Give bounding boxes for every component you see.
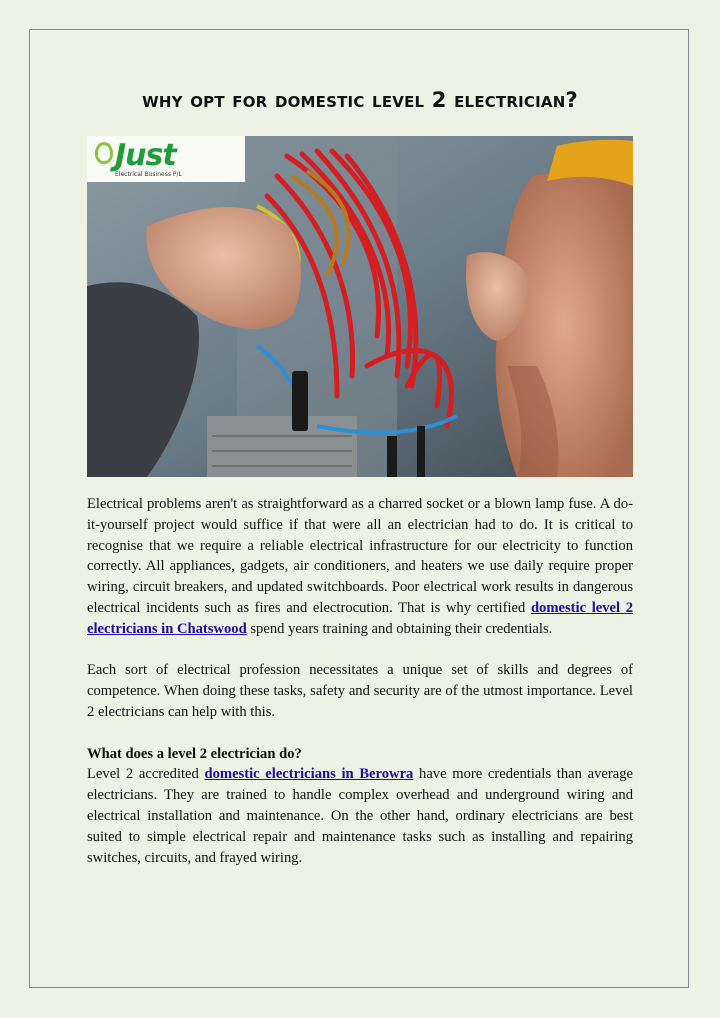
logo-tagline: Electrical Business P/L xyxy=(115,171,182,178)
section-text: Level 2 accredited xyxy=(87,766,205,783)
hero-image xyxy=(87,136,633,477)
section-level2 xyxy=(87,744,633,869)
page-title: why opt for domestic level 2 electrician? xyxy=(142,88,578,112)
electrician-photo xyxy=(87,136,633,477)
paragraph-intro-text-end: spend years training and obtaining their credentials. xyxy=(246,620,553,637)
article-body xyxy=(87,494,633,868)
logo-brand: Just xyxy=(115,138,176,173)
lightbulb-icon xyxy=(95,142,113,164)
paragraph-intro-text: Electrical problems aren't as straightforward as a charred socket or a blown lamp fuse. A do-it-yourself project would suffice if that were all an electrician had to do. It is critical to recognise that we require a reliable electrical infrastructure for our electricity to function correctly. All appliances, gadgets, air conditioners, and heaters we use daily require proper wiring, circuit breakers, and updated switchboards. Poor electrical work results in dangerous electrical incidents such as fires and electrocution. That is why certified xyxy=(87,496,633,616)
section-heading: What does a level 2 electrician do? xyxy=(87,745,302,762)
company-logo xyxy=(87,136,245,182)
berowra-link[interactable]: domestic electricians in Berowra xyxy=(204,766,414,783)
section-text-end: have more credentials than average electricians. They are trained to handle complex overhead and underground wiring and electrical installation and maintenance. On the other hand, ordinary electricians are best suited to simple electrical repair and maintenance tasks such as installing and repairing switches, circuits, and frayed wiring. xyxy=(87,766,633,866)
paragraph-intro xyxy=(87,494,633,640)
paragraph-competence: Each sort of electrical profession necessitates a unique set of skills and degrees of competence. When doing these tasks, safety and security are of the utmost importance. Level 2 electricians can help with this. xyxy=(87,662,633,720)
chatswood-link[interactable]: domestic level 2 electricians in Chatswood xyxy=(87,599,634,637)
